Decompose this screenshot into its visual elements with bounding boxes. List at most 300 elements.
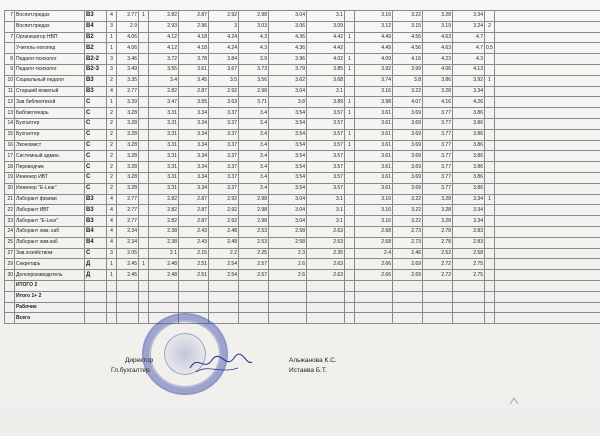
cell-c: 3.78 [179, 54, 209, 65]
cell-g: 3.1 [307, 86, 345, 97]
cell-blank [495, 216, 600, 227]
cell-blank [423, 280, 453, 291]
cell-b: 3.31 [149, 151, 179, 162]
cell-n [5, 43, 15, 54]
cell-j: 4.63 [423, 43, 453, 54]
cell-m3 [485, 54, 495, 65]
table-row [5, 162, 600, 173]
cell-c: 2.87 [179, 194, 209, 205]
cell-cat: С [85, 108, 107, 119]
cell-cat: В3 [85, 86, 107, 97]
cell-g: 3.1 [307, 194, 345, 205]
cell-blank [269, 313, 307, 324]
cell-c: 3.34 [179, 129, 209, 140]
cell-m3 [485, 118, 495, 129]
cell-m1 [139, 194, 149, 205]
cell-blank [453, 291, 485, 302]
cell-m3 [485, 11, 495, 22]
cell-m2 [345, 248, 355, 259]
cell-e: 3.4 [239, 140, 269, 151]
cell-e: 2.98 [239, 205, 269, 216]
cell-c: 3.34 [179, 162, 209, 173]
cell-b: 2.82 [149, 205, 179, 216]
cell-cat: С [85, 248, 107, 259]
cell-blank [495, 313, 600, 324]
cell-k: 3.34 [453, 194, 485, 205]
cell-a: 2.9 [117, 21, 139, 32]
cell-name: Старший вожатый [15, 86, 85, 97]
cell-lvl: 2 [107, 75, 117, 86]
cell-n: 21 [5, 194, 15, 205]
cell-m1 [139, 162, 149, 173]
cell-m1 [139, 205, 149, 216]
cell-b: 3.31 [149, 118, 179, 129]
cell-n: 8 [5, 54, 15, 65]
cell-cat: В4 [85, 237, 107, 248]
cell-blank [495, 205, 600, 216]
cell-m2: 1 [345, 97, 355, 108]
cell-blank [345, 302, 355, 313]
cell-m3 [485, 140, 495, 151]
accountant-title: Гл.бухгалтер [111, 367, 150, 374]
cell-m2 [345, 172, 355, 183]
cell-h: 3.16 [355, 86, 393, 97]
cell-blank [495, 248, 600, 259]
cell-n: 25 [5, 237, 15, 248]
cell-g: 3.89 [307, 97, 345, 108]
cell-g: 3.1 [307, 216, 345, 227]
cell-lvl: 4 [107, 86, 117, 97]
cell-lvl: 4 [107, 11, 117, 22]
cell-name: Лаборант хим.каб [15, 237, 85, 248]
cell-name: Библиотекарь [15, 108, 85, 119]
cell-k: 3.86 [453, 151, 485, 162]
cell-name: Лаборант хим. каб [15, 226, 85, 237]
cell-m3 [485, 151, 495, 162]
cell-name: Педагог-психолог [15, 54, 85, 65]
cell-b: 3.55 [149, 64, 179, 75]
cell-h: 2.4 [355, 248, 393, 259]
cell-cat: В2-3 [85, 64, 107, 75]
cell-c: 2.43 [179, 237, 209, 248]
table-row [5, 259, 600, 270]
cell-lvl: 2 [107, 183, 117, 194]
cell-h: 3.61 [355, 140, 393, 151]
cell-blank [85, 313, 107, 324]
cell-a: 4.06 [117, 32, 139, 43]
cell-i: 3.69 [393, 183, 423, 194]
cell-e: 2.98 [239, 194, 269, 205]
cell-blank [495, 172, 600, 183]
cell-m3 [485, 237, 495, 248]
cell-m1 [139, 183, 149, 194]
cell-n: 13 [5, 108, 15, 119]
cell-k: 3.86 [453, 183, 485, 194]
cell-g: 3.85 [307, 64, 345, 75]
cell-n: 14 [5, 118, 15, 129]
cell-blank [485, 302, 495, 313]
cell-e: 2.98 [239, 86, 269, 97]
cell-blank [269, 302, 307, 313]
cell-m3 [485, 108, 495, 119]
cell-i: 2.73 [393, 237, 423, 248]
cell-i: 4.56 [393, 43, 423, 54]
cell-m2 [345, 259, 355, 270]
cell-blank [495, 280, 600, 291]
cell-blank [453, 313, 485, 324]
cell-blank [239, 291, 269, 302]
cell-cat: С [85, 140, 107, 151]
cell-f: 3.04 [269, 86, 307, 97]
cell-g: 3.57 [307, 129, 345, 140]
cell-b: 2.82 [149, 86, 179, 97]
cell-blank [307, 291, 345, 302]
cell-d: 2.92 [209, 205, 239, 216]
cell-e: 3.4 [239, 118, 269, 129]
cell-g: 3.57 [307, 172, 345, 183]
summary-row [5, 280, 600, 291]
table-row [5, 54, 600, 65]
cell-m2 [345, 151, 355, 162]
table-row [5, 216, 600, 227]
table-row [5, 129, 600, 140]
cell-blank [495, 43, 600, 54]
cell-e: 2.98 [239, 216, 269, 227]
table-row [5, 172, 600, 183]
cell-blank [495, 21, 600, 32]
cell-m3 [485, 216, 495, 227]
cell-cat: В3 [85, 194, 107, 205]
cell-m2 [345, 216, 355, 227]
table-body [5, 11, 600, 281]
cell-f: 3.54 [269, 183, 307, 194]
cell-m2 [345, 118, 355, 129]
cell-lvl: 2 [107, 108, 117, 119]
cell-i: 4.56 [393, 32, 423, 43]
cell-n: 23 [5, 216, 15, 227]
cell-f: 3.54 [269, 151, 307, 162]
cell-m1 [139, 21, 149, 32]
cell-h: 3.98 [355, 97, 393, 108]
summary-label: Рабочие [15, 302, 85, 313]
cell-m3 [485, 129, 495, 140]
cell-m2 [345, 205, 355, 216]
cell-a: 2.45 [117, 270, 139, 281]
cell-b: 2.1 [149, 248, 179, 259]
cell-blank [85, 302, 107, 313]
cell-e: 2.57 [239, 259, 269, 270]
cell-c: 2.96 [179, 21, 209, 32]
cell-cat: С [85, 183, 107, 194]
cell-k: 2.83 [453, 237, 485, 248]
cell-lvl: 2 [107, 162, 117, 173]
cell-name: Секретарь [15, 259, 85, 270]
cell-blank [355, 313, 393, 324]
cell-f: 3.04 [269, 205, 307, 216]
cell-blank [107, 302, 117, 313]
cell-name: Воспит.предах [15, 11, 85, 22]
cell-blank [495, 270, 600, 281]
cell-a: 3.28 [117, 118, 139, 129]
cell-m1 [139, 172, 149, 183]
cell-g: 3.1 [307, 205, 345, 216]
cell-blank [345, 291, 355, 302]
cell-g: 3.57 [307, 151, 345, 162]
cell-blank [495, 64, 600, 75]
cell-c: 2.51 [179, 259, 209, 270]
table-row [5, 97, 600, 108]
cell-n: 10 [5, 75, 15, 86]
cell-blank [139, 291, 149, 302]
cell-e: 3.9 [239, 54, 269, 65]
cell-lvl: 4 [107, 226, 117, 237]
cell-n: 7 [5, 32, 15, 43]
cell-n: 27 [5, 248, 15, 259]
cell-d: 3.37 [209, 162, 239, 173]
cell-lvl: 1 [107, 32, 117, 43]
cell-blank [85, 280, 107, 291]
cell-n [5, 21, 15, 32]
cell-c: 3.45 [179, 75, 209, 86]
cell-blank [345, 313, 355, 324]
cell-a: 2.05 [117, 248, 139, 259]
cell-k: 3.34 [453, 205, 485, 216]
cell-m1 [139, 75, 149, 86]
cell-a: 2.77 [117, 194, 139, 205]
table-row [5, 11, 600, 22]
summary-body [5, 280, 600, 323]
cell-blank [495, 291, 600, 302]
cell-c: 3.34 [179, 183, 209, 194]
cell-m2 [345, 11, 355, 22]
cell-m1 [139, 248, 149, 259]
cell-k: 3.86 [453, 140, 485, 151]
cell-g: 3.68 [307, 75, 345, 86]
cell-h: 2.66 [355, 259, 393, 270]
cell-c: 3.61 [179, 64, 209, 75]
cell-j: 2.72 [423, 270, 453, 281]
cell-b: 3.31 [149, 162, 179, 173]
cell-e: 2.98 [239, 11, 269, 22]
table-row [5, 248, 600, 259]
cell-i: 3.69 [393, 129, 423, 140]
cell-b: 3.31 [149, 108, 179, 119]
cell-h: 2.66 [355, 270, 393, 281]
cell-blank [423, 313, 453, 324]
cell-f: 4.36 [269, 43, 307, 54]
cell-name: Воспит.предах [15, 21, 85, 32]
cell-lvl: 3 [107, 54, 117, 65]
cell-m3: 0.5 [485, 43, 495, 54]
cell-d: 2.2 [209, 248, 239, 259]
cell-d: 3.37 [209, 108, 239, 119]
summary-row [5, 302, 600, 313]
cell-i: 3.69 [393, 172, 423, 183]
cell-blank [355, 302, 393, 313]
cell-m3 [485, 248, 495, 259]
cell-cat: С [85, 118, 107, 129]
cell-blank [307, 302, 345, 313]
cell-blank [239, 313, 269, 324]
cell-n: 15 [5, 129, 15, 140]
cell-i: 3.69 [393, 140, 423, 151]
cell-m2 [345, 194, 355, 205]
cell-n: 29 [5, 259, 15, 270]
cell-f: 2.58 [269, 237, 307, 248]
cell-m3 [485, 162, 495, 173]
cell-d: 3.37 [209, 118, 239, 129]
cell-m3: 1 [485, 194, 495, 205]
cell-cat: В2-2 [85, 54, 107, 65]
cell-i: 3.69 [393, 108, 423, 119]
cell-blank [117, 280, 139, 291]
cell-n: 17 [5, 151, 15, 162]
cell-a: 4.06 [117, 43, 139, 54]
cell-h: 3.16 [355, 194, 393, 205]
cell-a: 3.49 [117, 64, 139, 75]
cell-k: 2.75 [453, 259, 485, 270]
cell-j: 3.28 [423, 194, 453, 205]
cell-b: 3.72 [149, 54, 179, 65]
cell-m1 [139, 270, 149, 281]
cell-i: 3.22 [393, 205, 423, 216]
cell-name: Зав библиотекой [15, 97, 85, 108]
cell-name: Системный админ. [15, 151, 85, 162]
cell-blank [495, 86, 600, 97]
cell-c: 2.43 [179, 226, 209, 237]
cell-k: 4.7 [453, 32, 485, 43]
cell-m2: 1 [345, 54, 355, 65]
cell-m3 [485, 270, 495, 281]
cell-a: 3.28 [117, 162, 139, 173]
cell-k: 4.3 [453, 54, 485, 65]
cell-b: 2.82 [149, 216, 179, 227]
cell-i: 2.69 [393, 270, 423, 281]
cell-m1 [139, 151, 149, 162]
cell-g: 2.63 [307, 237, 345, 248]
cell-i: 2.46 [393, 248, 423, 259]
cell-b: 2.48 [149, 259, 179, 270]
cell-e: 3.73 [239, 64, 269, 75]
cell-h: 3.61 [355, 129, 393, 140]
cell-blank [179, 302, 209, 313]
cell-g: 3.57 [307, 108, 345, 119]
cell-cat: В3 [85, 11, 107, 22]
director-signature [186, 350, 256, 376]
cell-m2 [345, 183, 355, 194]
cell-m1: 1 [139, 259, 149, 270]
cell-name: Бухгалтер [15, 118, 85, 129]
table-row [5, 270, 600, 281]
cell-blank [269, 291, 307, 302]
cell-c: 3.34 [179, 108, 209, 119]
cell-k: 4.13 [453, 64, 485, 75]
cell-blank [107, 280, 117, 291]
cell-blank [239, 280, 269, 291]
cell-e: 2.57 [239, 270, 269, 281]
cell-d: 2.92 [209, 11, 239, 22]
cell-b: 2.38 [149, 237, 179, 248]
cell-f: 3.04 [269, 216, 307, 227]
cell-j: 3.19 [423, 21, 453, 32]
cell-cat: В4 [85, 21, 107, 32]
cell-d: 3.37 [209, 183, 239, 194]
cell-h: 3.12 [355, 21, 393, 32]
cell-blank [495, 302, 600, 313]
cell-f: 3.54 [269, 118, 307, 129]
cell-m3 [485, 32, 495, 43]
cell-b: 2.82 [149, 11, 179, 22]
cell-name: Учитель-логопед [15, 43, 85, 54]
cell-blank [393, 291, 423, 302]
cell-lvl: 2 [107, 118, 117, 129]
table-row [5, 205, 600, 216]
cell-blank [393, 313, 423, 324]
cell-a: 3.28 [117, 172, 139, 183]
cell-f: 3.04 [269, 11, 307, 22]
cell-blank [345, 280, 355, 291]
cell-f: 3.79 [269, 64, 307, 75]
cell-j: 3.86 [423, 75, 453, 86]
cell-m2 [345, 237, 355, 248]
cell-j: 3.28 [423, 86, 453, 97]
cell-g: 3.57 [307, 140, 345, 151]
cell-d: 3.67 [209, 64, 239, 75]
cell-a: 2.77 [117, 216, 139, 227]
cell-n: 12 [5, 97, 15, 108]
cell-f: 2.6 [269, 259, 307, 270]
table-row [5, 140, 600, 151]
cell-h: 4.09 [355, 54, 393, 65]
cell-blank [107, 313, 117, 324]
cell-m1 [139, 226, 149, 237]
cell-g: 3.57 [307, 183, 345, 194]
cell-d: 2.48 [209, 237, 239, 248]
table-row [5, 226, 600, 237]
cell-n: 30 [5, 270, 15, 281]
cell-blank [179, 291, 209, 302]
cell-f: 3.06 [269, 21, 307, 32]
cell-blank [495, 129, 600, 140]
cell-i: 3.22 [393, 216, 423, 227]
cell-f: 2.3 [269, 248, 307, 259]
cell-blank [117, 291, 139, 302]
cell-m1 [139, 54, 149, 65]
cell-b: 3.4 [149, 75, 179, 86]
cell-h: 4.49 [355, 43, 393, 54]
cell-f: 2.58 [269, 226, 307, 237]
cell-d: 4.24 [209, 32, 239, 43]
cell-f: 3.8 [269, 97, 307, 108]
cell-cat: Д [85, 259, 107, 270]
cell-g: 2.63 [307, 270, 345, 281]
cell-cat: С [85, 172, 107, 183]
cell-j: 3.77 [423, 118, 453, 129]
cell-blank [495, 183, 600, 194]
cell-m2: 1 [345, 108, 355, 119]
table-row [5, 43, 600, 54]
cell-g: 3.1 [307, 11, 345, 22]
cell-g: 3.09 [307, 21, 345, 32]
cell-b: 3.31 [149, 129, 179, 140]
summary-label: Итого 1+ 2 [15, 291, 85, 302]
cell-k: 2.83 [453, 226, 485, 237]
table-row [5, 75, 600, 86]
table-row [5, 64, 600, 75]
cell-name: Лаборант физики [15, 194, 85, 205]
cell-a: 3.46 [117, 54, 139, 65]
cell-h: 3.16 [355, 11, 393, 22]
